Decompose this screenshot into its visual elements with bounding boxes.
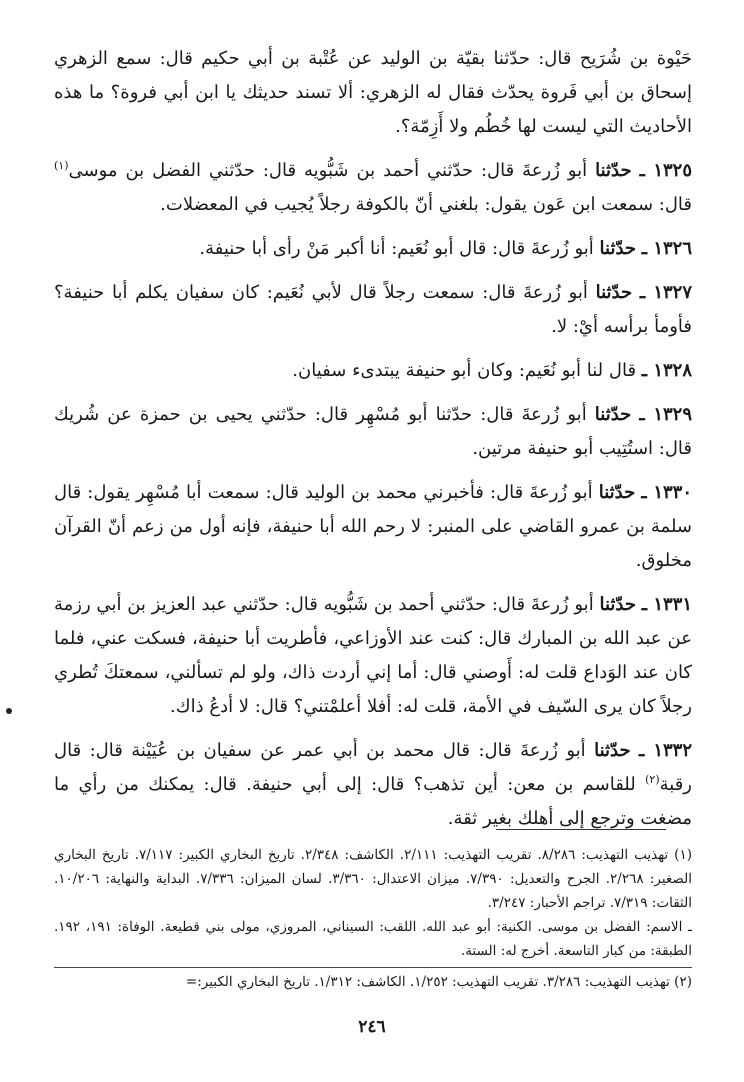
- hadith-1330: [54, 476, 692, 578]
- hadith-number: ١٣٢٦ ـ: [641, 238, 692, 259]
- hadith-1325: [54, 154, 692, 222]
- hadith-opener: حدّثنا: [598, 482, 636, 503]
- footnotes: [54, 843, 692, 994]
- hadith-text: أبو زُرعةَ قال: حدّثني أحمد بن شَبُّويه قال: حدّثني عبد العزيز بن أبي رزمة عن عبد الله بن المبارك قال: كنت عند الأوزاعي، فأطريت أبا حنيفة، فسكت عني، فلما كان عند الوَداع قلت له: أَوصني قال: أما إني أردت ذاك، ولو لم تسألني، سمعتكَ تُطري رجلاً كان يرى السّيف في الأمة، قلت له: أفلا أعلمْتني؟ قال: لا أدعُ ذاك.: [54, 594, 692, 717]
- footnote-marker-1[interactable]: (١): [54, 159, 69, 172]
- hadith-text: أبو زُرعةَ قال: فأخبرني محمد بن الوليد قال: سمعت أبا مُسْهِر يقول: قال سلمة بن عمرو القاضي على المنبر: لا رحم الله أبا حنيفة، فإنه أول من زعم أنّ القرآن مخلوق.: [54, 482, 692, 571]
- hadith-opener: حدّثنا: [594, 740, 631, 761]
- footnote-1: (١) تهذيب التهذيب: ٨/٢٨٦. تقريب التهذيب: ٢/١١١. الكاشف: ٢/٣٤٨. تاريخ البخاري الكبير: ٧/١١٧. تاريخ البخاري الصغير: ٢/٢٦٨. الجرح والتعديل: ٧/٣٩٠. ميزان الاعتدال: ٣/٣٦٠. لسان الميزان: ٧/٣٣٦. البداية والنهاية: ١٠/٢٠٦. الثقات: ٧/٣١٩. تراجم الأحبار: ٣/٢٤٧.: [54, 847, 692, 911]
- hadith-1329: [54, 398, 692, 466]
- footnote-separator-rule: [496, 829, 666, 830]
- hadith-1332: [54, 734, 692, 836]
- hadith-1328: [54, 354, 692, 388]
- hadith-number: ١٣٣٢ ـ: [639, 740, 692, 761]
- hadith-text: أبو زُرعةَ قال: حدّثني أحمد بن شَبُّويه قال: حدّثني الفضل بن موسى: [68, 160, 596, 181]
- hadith-opener: حدّثنا: [599, 238, 637, 259]
- paragraph-intro: [54, 42, 692, 144]
- hadith-opener: حدّثنا: [599, 594, 636, 615]
- hadith-number: ١٣٣١ ـ: [641, 594, 692, 615]
- hadith-opener: حدّثنا: [595, 282, 633, 303]
- hadith-text: قال لنا أبو نُعَيم: وكان أبو حنيفة يبتدىء سفيان.: [292, 360, 642, 381]
- footnote-divider: [54, 967, 692, 968]
- footnote-marker-2[interactable]: (٢): [645, 773, 660, 786]
- paragraph-text: حَيْوة بن شُرَيح قال: حدّثنا بقيّة بن الوليد عن عُتْبة بن أبي حكيم قال: سمع الزهري إسحاق بن أبي فَروة يحدّث فقال له الزهري: ألا تسند حديثك يا ابن أبي فروة؟ ما هذه الأحاديث التي ليست لها خُطُم ولا أَزِمّة؟.: [54, 48, 692, 137]
- hadith-text-cont: قال: سمعت ابن عَون يقول: بلغني أنّ بالكوفة رجلاً يُجيب في المعضلات.: [160, 194, 692, 215]
- hadith-1331: [54, 588, 692, 724]
- hadith-1327: [54, 276, 692, 344]
- hadith-opener: حدّثنا: [594, 404, 632, 425]
- footnote-1-bio: ـ الاسم: الفضل بن موسى. الكنية: أبو عبد الله. اللقب: السيناني، المروزي، مولى بني قطيعة. الوفاة: ١٩١، ١٩٢. الطبقة: من كبار التاسعة. أخرج له: الستة.: [54, 919, 692, 959]
- hadith-text-cont: للقاسم بن معن: أين تذهب؟ قال: إلى أبي حنيفة. قال: يمكنك من رأي ما مضغت وترجع إلى أهلك بغير ثقة.: [54, 774, 692, 829]
- hadith-opener: حدّثنا: [595, 160, 632, 181]
- footnote-2: (٢) تهذيب التهذيب: ٣/٢٨٦. تقريب التهذيب: ١/٢٥٢. الكاشف: ١/٣١٢. تاريخ البخاري الكبير:=: [185, 974, 692, 990]
- hadith-text: أبو زُرعةَ قال: قال أبو نُعَيم: أنا أكبر مَنْ رأى أبا حنيفة.: [199, 238, 600, 259]
- hadith-number: ١٣٢٥ ـ: [639, 160, 693, 181]
- main-text: [54, 42, 692, 846]
- hadith-text: أبو زُرعةَ قال: حدّثنا أبو مُسْهِر قال: حدّثني يحيى بن حمزة عن شُريك قال: استُتِيب أبو حنيفة مرتين.: [54, 404, 692, 459]
- hadith-number: ١٣٢٨ ـ: [641, 360, 692, 381]
- hadith-text: أبو زُرعةَ قال: قال محمد بن أبي عمر عن سفيان بن عُيَيْنة قال: قال رقبة: [54, 740, 692, 795]
- hadith-number: ١٣٢٩ ـ: [639, 404, 692, 425]
- hadith-1326: [54, 232, 692, 266]
- hadith-text: أبو زُرعةَ قال: سمعت رجلاً قال لأبي نُعَيم: كان سفيان يكلم أبا حنيفة؟ فأومأ برأسه أيْ: لا.: [54, 282, 692, 337]
- margin-dot-mark: [6, 708, 12, 714]
- hadith-number: ١٣٣٠ ـ: [641, 482, 692, 503]
- hadith-number: ١٣٢٧ ـ: [639, 282, 692, 303]
- page-number: ٢٤٦: [358, 1017, 386, 1037]
